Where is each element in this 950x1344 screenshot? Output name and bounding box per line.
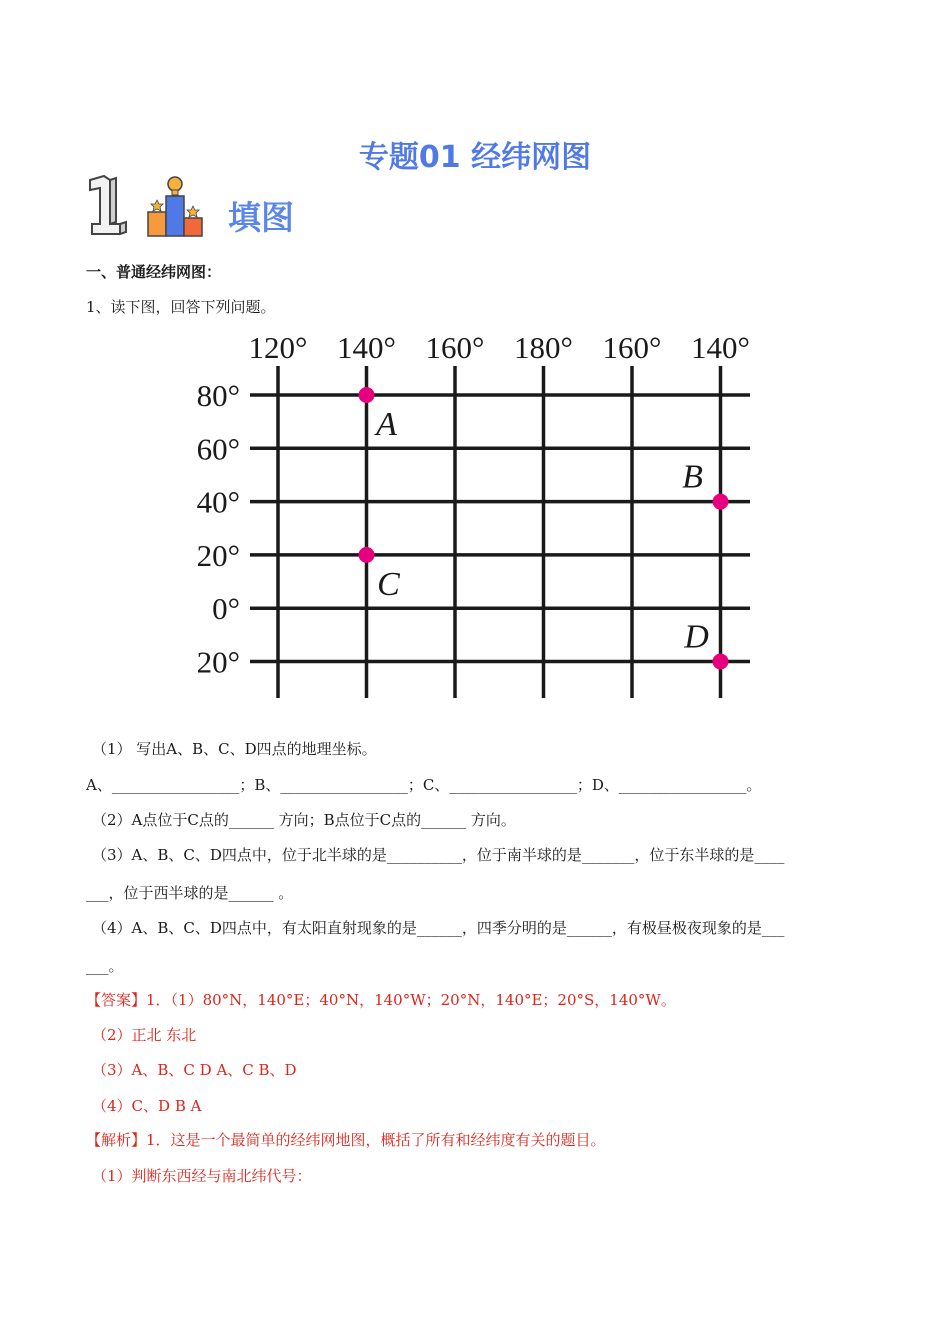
- point-c-marker: [359, 547, 375, 563]
- latitude-label: 0°: [212, 591, 240, 627]
- longitude-label: 160°: [425, 330, 485, 365]
- point-d-label: D: [684, 618, 709, 656]
- point-a-label: A: [376, 406, 397, 443]
- answer-3: （3）A、B、C D A、C B、D: [92, 1061, 297, 1079]
- podium-icon: [148, 177, 202, 236]
- longitude-label: 140°: [691, 330, 750, 365]
- section-word: 填图: [228, 198, 294, 237]
- latitude-label: 60°: [196, 431, 240, 467]
- latitude-label: 80°: [196, 378, 240, 413]
- longitude-label: 180°: [514, 330, 573, 365]
- question-1: （1） 写出A、B、C、D四点的地理坐标。: [92, 740, 377, 758]
- longitude-label: 140°: [337, 330, 396, 365]
- lat-lon-grid-map: [180, 324, 780, 704]
- answer-1: 【答案】1．（1）80°N，140°E；40°N，140°W；20°N，140°E；20°S，140°W。: [86, 991, 676, 1009]
- question-intro: 1、读下图，回答下列问题。: [86, 298, 276, 316]
- answer-4: （4）C、D B A: [92, 1097, 202, 1115]
- document-title: 专题01 经纬网图: [358, 140, 592, 175]
- point-a-marker: [359, 387, 375, 403]
- question-3-line-1: （3）A、B、C、D四点中，位于北半球的是__________，位于南半球的是_______，位于东半球的是____: [92, 846, 785, 864]
- trophy-podium-icon: [86, 172, 216, 242]
- question-1-blanks: A、_________________；B、_________________；C、_________________；D、_________________。: [86, 776, 762, 794]
- point-b-marker: [713, 494, 729, 510]
- question-4-line-1: （4）A、B、C、D四点中，有太阳直射现象的是______，四季分明的是______，有极昼极夜现象的是___: [92, 919, 785, 937]
- latitude-label: 40°: [196, 484, 240, 520]
- point-d-marker: [713, 654, 729, 670]
- analysis-1: （1）判断东西经与南北纬代号：: [92, 1167, 312, 1185]
- analysis: 【解析】1．这是一个最简单的经纬网地图，概括了所有和经纬度有关的题目。: [86, 1131, 606, 1149]
- longitude-label: 160°: [602, 330, 662, 365]
- point-c-label: C: [377, 565, 400, 603]
- longitude-label: 120°: [248, 330, 308, 365]
- answer-2: （2）正北 东北: [92, 1026, 197, 1044]
- number-one-icon: [90, 176, 126, 234]
- section-heading: 一、普通经纬网图：: [86, 263, 222, 281]
- latitude-label: 20°: [196, 644, 240, 680]
- point-b-label: B: [682, 458, 703, 496]
- question-4-line-2: ___。: [86, 957, 124, 975]
- question-2: （2）A点位于C点的______ 方向；B点位于C点的______ 方向。: [92, 811, 516, 829]
- question-3-line-2: ___，位于西半球的是______ 。: [86, 884, 294, 902]
- latitude-label: 20°: [196, 537, 240, 573]
